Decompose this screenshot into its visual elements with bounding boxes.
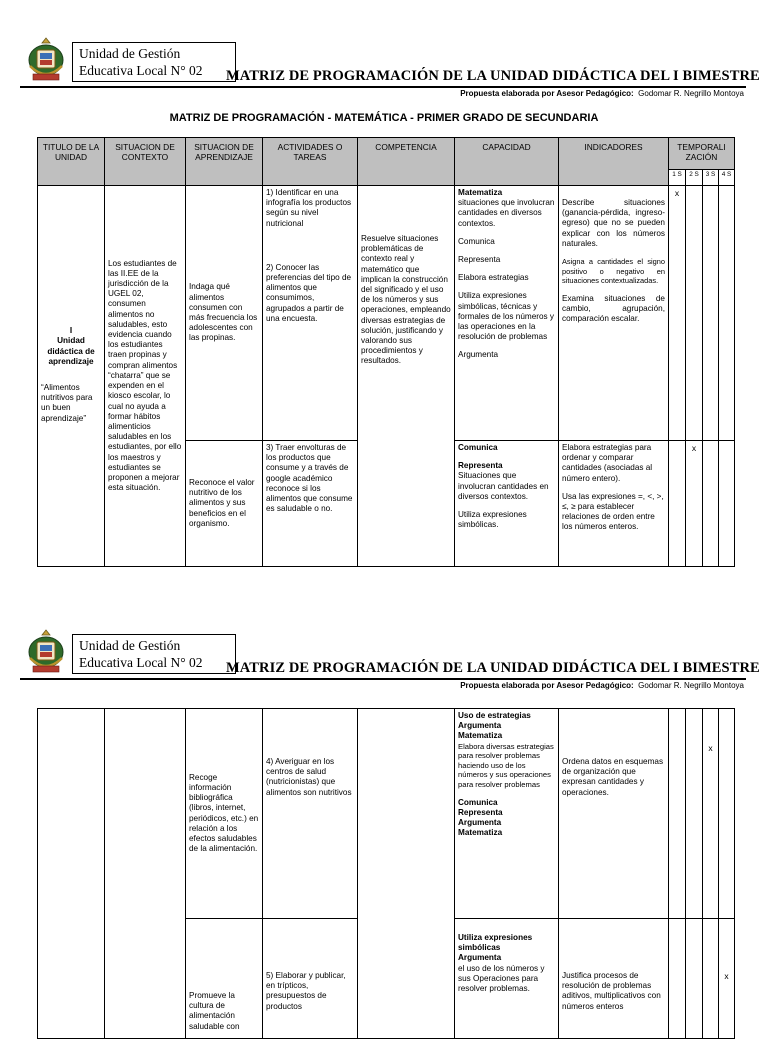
indicator-item: Asigna a cantidades el signo positivo o negativo en situaciones contextualizadas. [562,257,665,286]
week-2-mark [686,919,703,1039]
table-row [38,186,735,441]
indicator-item: Describe situaciones (ganancia-pérdida, ingreso-egreso) que no se pueden explicar con los números naturales. [562,198,665,248]
capacity-title: Matematiza [458,828,503,838]
capacity-c [455,709,559,919]
week-1-mark [669,919,686,1039]
ugel-crest-logo [24,628,68,676]
competence-cell: Resuelve situaciones problemáticas de contexto real y matemático que implican la construcción del significado y el uso de los números y sus operaciones, empleando diversas estrategias de solución, justificando y valorando sus procedimientos y resultados. [358,186,455,567]
col-header-capacidad: CAPACIDAD [455,138,559,186]
unit-numeral: I [69,326,73,336]
capacity-title: Argumenta [458,721,502,731]
capacity-a [455,186,559,441]
week-1-header: 1 S [669,170,686,186]
indicators-b [559,441,669,567]
week-3-mark [703,919,719,1039]
indicator-item: Examina situaciones de cambio, agrupación, comparación escalar. [562,293,665,324]
table-row [38,709,735,919]
capacity-title: Comunica [458,797,498,807]
activity-3: 3) Traer envolturas de los productos que consume y a través de google académico reconoce si los alimentos que consume es saludable o no. [263,441,358,567]
document-title: MATRIZ DE PROGRAMACIÓN DE LA UNIDAD DIDÁCTICA DEL I BIMESTRE [226,660,760,676]
capacity-title: Representa [458,807,503,817]
indicator-item: Usa las expresiones =, <, >, ≤, ≥ para establecer relaciones de orden entre los números enteros. [562,491,664,532]
week-2-mark: x [686,441,703,567]
indicator-c: Ordena datos en esquemas de organización que expresan cantidades y operaciones. [559,709,669,919]
capacity-title: Matematiza [458,731,503,741]
proposal-author: Godomar R. Negrillo Montoya [638,681,744,690]
week-4-mark [719,186,735,441]
ugel-crest-logo [24,36,68,84]
header-row [38,138,735,170]
capacity-desc: Elabora diversas estrategias para resolver problemas haciendo uso de los números y sus operaciones para resolver problemas [458,741,554,789]
proposal-credit [460,89,744,98]
proposal-credit [460,681,744,690]
col-header-indicadores: INDICADORES [559,138,669,186]
week-4-mark [719,441,735,567]
week-4-mark [719,709,735,919]
ugel-name-box [72,42,236,82]
capacity-title: Argumenta [458,953,502,963]
programming-matrix [37,137,735,567]
capacity-title: Matematiza [458,188,503,197]
indicator-d: Justifica procesos de resolución de problemas aditivos, multiplicativos con números enteros [559,919,669,1039]
capacity-item: Elabora estrategias [458,273,529,283]
ugel-line-2: Educativa Local N° 02 [79,655,203,670]
unit-quote: “Alimentos nutritivos para un buen aprendizaje” [41,383,93,423]
activity-2: 2) Conocer las preferencias del tipo de alimentos que consumimos, agrupados a partir de una encuesta. [266,262,352,323]
indicators-a [559,186,669,441]
header-rule [20,678,746,680]
programming-matrix-continued [37,708,735,1039]
document-page-2 [0,620,768,1031]
capacity-item: Representa [458,255,501,265]
indicator-item: Elabora estrategias para ordenar y comparar cantidades (asociadas al número entero). [562,443,653,483]
capacity-title: Argumenta [458,817,502,827]
competence-cell [358,709,455,1039]
col-header-aprendizaje: SITUACION DE APRENDIZAJE [186,138,263,186]
capacity-item: Argumenta [458,350,499,360]
ugel-line-2: Educativa Local N° 02 [79,63,203,78]
ugel-line-1: Unidad de Gestión [79,46,181,61]
unit-name: Unidad didáctica de aprendizaje [47,336,95,366]
context-cell [105,709,186,1039]
capacity-desc: el uso de los números y sus Operaciones para resolver problemas. [458,963,545,994]
capacity-title: Uso de estrategias [458,711,531,720]
learning-situation-b: Reconoce el valor nutritivo de los alimentos y sus beneficios en el organismo. [186,441,263,567]
week-2-header: 2 S [686,170,703,186]
learning-situation-c: Recoge información bibliográfica (libros, internet, periódicos, etc.) en relación a los efectos saludables de la alimentación. [186,709,263,919]
unit-title-cell [38,709,105,1039]
col-header-actividades: ACTIVIDADES O TAREAS [263,138,358,186]
unit-title-cell [38,186,105,567]
capacity-b [455,441,559,567]
capacity-item: Comunica [458,236,495,246]
learning-situation-d: Promueve la cultura de alimentación saludable con [186,919,263,1039]
week-1-mark: x [669,186,686,441]
proposal-label: Propuesta elaborada por Asesor Pedagógico: [460,681,634,690]
capacity-item: Utiliza expresiones simbólicas, técnicas y formales de los números y las operaciones en la resolución de problemas [458,291,555,342]
activity-1: 1) Identificar en una infografía los productos según su nivel nutricional [266,188,352,228]
capacity-title: Utiliza expresiones simbólicas [458,933,533,953]
ugel-line-1: Unidad de Gestión [79,638,181,653]
document-title: MATRIZ DE PROGRAMACIÓN DE LA UNIDAD DIDÁCTICA DEL I BIMESTRE [226,68,760,84]
capacity-title: Representa [458,461,503,471]
week-2-mark [686,186,703,441]
context-cell: Los estudiantes de las II.EE de la jurisdicción de la UGEL 02, consumen alimentos no saludables, esto evidencia cuando los estudiantes traen propinas y compran alimentos “chatarra” que se expenden en el kiosco escolar, lo cual no ayuda a formar hábitos alimenticios saludables en los estudiantes, por ello los maestros y estudiantes se proponen a mejorar esta situación. [105,186,186,567]
col-header-competencia: COMPETENCIA [358,138,455,186]
matrix-subtitle: MATRIZ DE PROGRAMACIÓN - MATEMÁTICA - PRIMER GRADO DE SECUNDARIA [169,112,599,124]
capacity-item: Utiliza expresiones simbólicas. [458,510,527,530]
col-header-contexto: SITUACION DE CONTEXTO [105,138,186,186]
activities-a [263,186,358,441]
week-1-mark [669,441,686,567]
week-3-mark: x [703,709,719,919]
activity-5: 5) Elaborar y publicar, en trípticos, presupuestos de productos [263,919,358,1039]
page-header [20,628,760,690]
capacity-desc: situaciones que involucran cantidades en diversos contextos. [458,198,555,228]
week-4-mark: x [719,919,735,1039]
capacity-desc: Situaciones que involucran cantidades en diversos contextos. [458,471,549,501]
capacity-d [455,919,559,1039]
ugel-name-box [72,634,236,674]
week-2-mark [686,709,703,919]
col-header-titulo: TITULO DE LA UNIDAD [38,138,105,186]
learning-situation-a: Indaga qué alimentos consumen con más frecuencia los adolescentes con las propinas. [186,186,263,441]
page-header [20,36,760,98]
week-1-mark [669,709,686,919]
activity-4: 4) Averiguar en los centros de salud (nutricionistas) que alimentos son nutritivos [263,709,358,919]
capacity-title: Comunica [458,443,498,452]
week-4-header: 4 S [719,170,735,186]
proposal-author: Godomar R. Negrillo Montoya [638,89,744,98]
proposal-label: Propuesta elaborada por Asesor Pedagógico: [460,89,634,98]
header-rule [20,86,746,88]
week-3-mark [703,441,719,567]
week-3-mark [703,186,719,441]
col-header-temporal: TEMPORALI ZACIÓN [669,138,735,170]
week-3-header: 3 S [703,170,719,186]
